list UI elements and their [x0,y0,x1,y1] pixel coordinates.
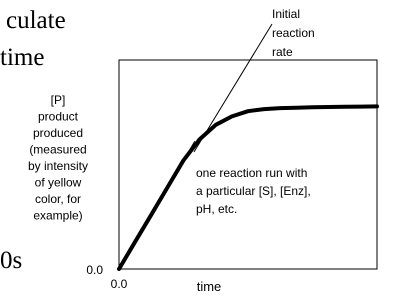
y-axis-label-line: by intensity [27,159,89,173]
slide-text-fragment-1: culate [6,7,66,34]
y-axis-label-line: of yellow [34,175,82,190]
y-axis-label-line: example) [33,208,83,223]
x-axis-label: time [196,279,222,294]
y-axis-label-line: produced [32,126,84,140]
y-axis-label-line: color, for [34,192,82,206]
annotation-initial-rate-line: rate [272,45,293,59]
slide-text-fragment-3: 0s [0,247,23,274]
annotation-reaction-run [196,166,311,216]
annotation-reaction-run-line: a particular [S], [Enz], [196,184,311,198]
y-axis-label [28,93,88,223]
y-axis-label-line: product [37,109,79,124]
annotation-initial-rate-line: Initial [272,7,301,21]
y-tick-label: 0.0 [86,263,103,277]
annotation-initial-rate [272,7,315,59]
y-axis-label-line: [P] [50,93,66,107]
annotation-reaction-run-line: pH, etc. [196,202,238,216]
annotation-initial-rate-line: reaction [272,26,315,40]
y-axis-label-line: (measured [29,142,87,157]
annotation-reaction-run-line: one reaction run with [196,166,308,180]
plot-frame [119,60,377,269]
x-tick-label: 0.0 [110,277,128,291]
slide-text-fragment-2: time [0,44,45,71]
